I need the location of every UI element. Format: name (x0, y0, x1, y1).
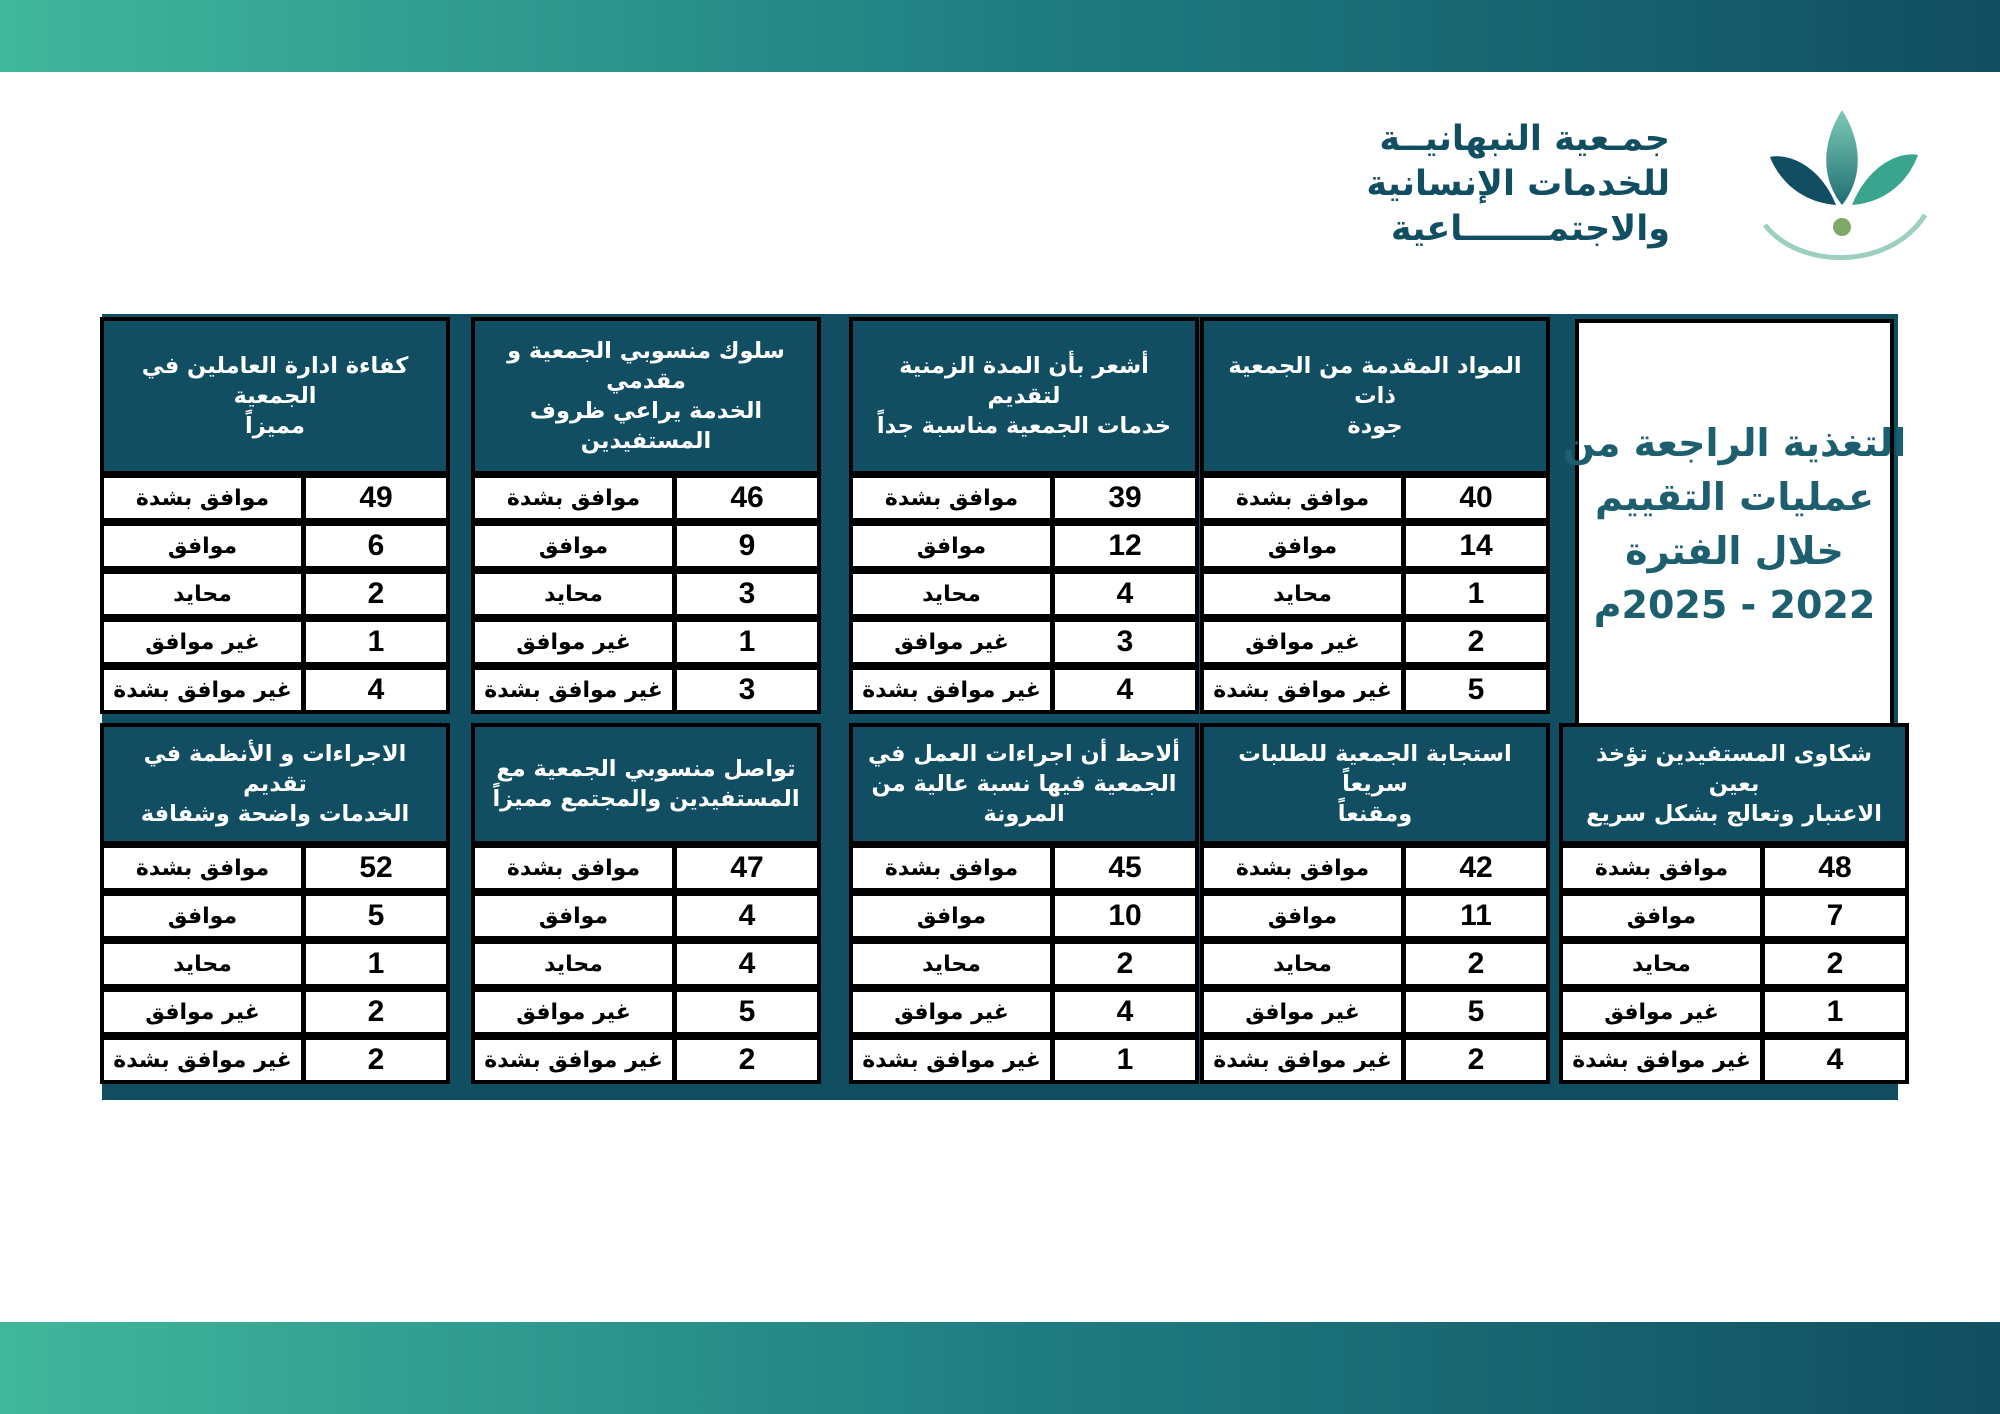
response-row-strongly-disagree (849, 666, 1199, 714)
response-label: غير موافق بشدة (104, 670, 301, 710)
response-label: غير موافق (104, 622, 301, 662)
response-row-neutral (1200, 570, 1550, 618)
response-count: 46 (677, 478, 817, 518)
response-row-agree (1200, 522, 1550, 570)
response-row-disagree (1559, 988, 1909, 1036)
response-count: 1 (1765, 992, 1905, 1032)
question-line: مميزاً (245, 413, 305, 439)
response-label: غير موافق (1204, 992, 1401, 1032)
response-label: غير موافق (853, 622, 1050, 662)
response-label: موافق (475, 896, 672, 936)
question-line: المواد المقدمة من الجمعية ذات (1228, 353, 1522, 409)
response-label: غير موافق بشدة (853, 1040, 1050, 1080)
response-label: موافق (1204, 526, 1401, 566)
response-count: 49 (306, 478, 446, 518)
response-row-neutral (471, 570, 821, 618)
question-header (1559, 723, 1909, 845)
question-text (112, 739, 438, 829)
top-color-band (0, 0, 2000, 72)
response-label: غير موافق (475, 992, 672, 1032)
question-line: ألاحظ أن اجراءات العمل في (868, 741, 1181, 767)
response-label: موافق (1204, 896, 1401, 936)
response-label: موافق (104, 526, 301, 566)
response-count: 1 (677, 622, 817, 662)
response-count: 4 (1055, 574, 1195, 614)
response-count: 1 (1406, 574, 1546, 614)
report-title-line: خلال الفترة (1625, 528, 1844, 573)
question-line: سلوك منسوبي الجمعية و مقدمي (507, 338, 785, 394)
report-title-line: التغذية الراجعة من (1562, 420, 1907, 465)
survey-block-materials-quality (1200, 317, 1550, 732)
org-name-line: جمـعية النبهانيــة (1379, 119, 1670, 159)
response-row-agree (100, 522, 450, 570)
question-line: استجابة الجمعية للطلبات سريعاً (1238, 741, 1512, 797)
response-count: 6 (306, 526, 446, 566)
response-label: موافق (853, 896, 1050, 936)
question-line: الخدمات واضحة وشفافة (140, 801, 410, 827)
response-count: 2 (306, 1040, 446, 1080)
response-row-neutral (1559, 940, 1909, 988)
response-row-strongly-disagree (1200, 666, 1550, 714)
response-row-disagree (1200, 988, 1550, 1036)
survey-block-communication (471, 723, 821, 1100)
response-row-strongly-disagree (1559, 1036, 1909, 1084)
response-label: غير موافق (1563, 992, 1760, 1032)
response-row-strongly-disagree (100, 1036, 450, 1084)
response-label: غير موافق بشدة (475, 1040, 672, 1080)
question-header (849, 317, 1199, 475)
response-label: محايد (104, 574, 301, 614)
response-row-neutral (849, 940, 1199, 988)
response-count: 5 (1406, 670, 1546, 710)
question-header (849, 723, 1199, 845)
survey-block-complaints (1559, 723, 1909, 1100)
question-line: الاجراءات و الأنظمة في تقديم (143, 741, 407, 797)
response-count: 12 (1055, 526, 1195, 566)
survey-block-flexibility (849, 723, 1199, 1100)
response-count: 48 (1765, 848, 1905, 888)
response-label: غير موافق بشدة (475, 670, 672, 710)
response-label: موافق بشدة (475, 848, 672, 888)
response-row-disagree (849, 988, 1199, 1036)
response-count: 11 (1406, 896, 1546, 936)
response-row-agree (471, 522, 821, 570)
response-count: 14 (1406, 526, 1546, 566)
question-text (861, 351, 1187, 441)
response-row-neutral (100, 570, 450, 618)
question-line: الخدمة يراعي ظروف (529, 398, 763, 424)
question-text (868, 739, 1180, 829)
response-count: 7 (1765, 896, 1905, 936)
response-label: غير موافق بشدة (853, 670, 1050, 710)
org-name-line: والاجتمـــــــاعية (1390, 209, 1670, 249)
survey-block-staff-management (100, 317, 450, 732)
response-label: موافق بشدة (1204, 848, 1401, 888)
response-row-neutral (1200, 940, 1550, 988)
question-header (471, 317, 821, 475)
org-name (1366, 117, 1670, 252)
question-text (112, 351, 438, 441)
response-label: محايد (475, 574, 672, 614)
response-row-strongly-agree (100, 474, 450, 522)
response-label: غير موافق بشدة (1563, 1040, 1760, 1080)
question-line: ومقنعاً (1337, 801, 1413, 827)
question-line: المستفيدين والمجتمع مميزاً (492, 786, 800, 812)
response-row-agree (849, 892, 1199, 940)
report-title (1562, 319, 1907, 728)
response-label: غير موافق (1204, 622, 1401, 662)
survey-block-procedures (100, 723, 450, 1100)
response-label: موافق بشدة (853, 848, 1050, 888)
response-row-strongly-agree (471, 844, 821, 892)
response-row-agree (849, 522, 1199, 570)
question-header (100, 317, 450, 475)
response-count: 52 (306, 848, 446, 888)
response-label: موافق بشدة (475, 478, 672, 518)
question-header (1200, 317, 1550, 475)
question-line: المستفيدين (580, 428, 712, 454)
response-count: 4 (1765, 1040, 1905, 1080)
response-row-strongly-agree (849, 474, 1199, 522)
response-row-neutral (471, 940, 821, 988)
response-row-agree (100, 892, 450, 940)
response-count: 47 (677, 848, 817, 888)
response-count: 2 (1406, 622, 1546, 662)
survey-block-response (1200, 723, 1550, 1100)
org-logo (1366, 105, 1930, 265)
response-row-neutral (849, 570, 1199, 618)
response-count: 40 (1406, 478, 1546, 518)
response-label: موافق بشدة (104, 848, 301, 888)
question-line: جودة (1347, 413, 1403, 439)
response-row-strongly-disagree (1200, 1036, 1550, 1084)
survey-block-service-time (849, 317, 1199, 732)
response-label: موافق بشدة (104, 478, 301, 518)
question-text (483, 336, 809, 456)
response-label: محايد (1563, 944, 1760, 984)
response-row-disagree (471, 988, 821, 1036)
response-row-disagree (471, 618, 821, 666)
question-header (471, 723, 821, 845)
response-row-agree (1200, 892, 1550, 940)
question-header (100, 723, 450, 845)
response-count: 4 (677, 944, 817, 984)
response-count: 1 (1055, 1040, 1195, 1080)
response-label: موافق بشدة (1204, 478, 1401, 518)
response-row-strongly-agree (1559, 844, 1909, 892)
response-label: موافق (853, 526, 1050, 566)
response-count: 2 (1055, 944, 1195, 984)
response-count: 9 (677, 526, 817, 566)
response-count: 3 (677, 670, 817, 710)
response-row-disagree (100, 618, 450, 666)
response-count: 3 (1055, 622, 1195, 662)
response-label: موافق (104, 896, 301, 936)
response-count: 3 (677, 574, 817, 614)
response-label: موافق (475, 526, 672, 566)
response-row-strongly-agree (471, 474, 821, 522)
question-line: شكاوى المستفيدين تؤخذ بعين (1595, 741, 1873, 797)
response-row-agree (471, 892, 821, 940)
response-label: غير موافق (104, 992, 301, 1032)
response-count: 42 (1406, 848, 1546, 888)
response-count: 2 (1765, 944, 1905, 984)
response-row-disagree (849, 618, 1199, 666)
question-line: المرونة (983, 801, 1065, 827)
response-row-disagree (100, 988, 450, 1036)
response-label: غير موافق بشدة (104, 1040, 301, 1080)
survey-table (102, 314, 1907, 1100)
response-count: 4 (306, 670, 446, 710)
response-count: 5 (1406, 992, 1546, 1032)
question-text (492, 754, 799, 814)
response-label: موافق (1563, 896, 1760, 936)
response-row-strongly-agree (100, 844, 450, 892)
response-count: 39 (1055, 478, 1195, 518)
response-row-strongly-disagree (471, 1036, 821, 1084)
response-label: موافق بشدة (853, 478, 1050, 518)
question-line: كفاءة ادارة العاملين في الجمعية (141, 353, 409, 409)
report-title-period: 2022 - 2025م (1593, 582, 1876, 627)
response-count: 10 (1055, 896, 1195, 936)
response-count: 5 (677, 992, 817, 1032)
response-count: 2 (1406, 1040, 1546, 1080)
response-row-strongly-agree (849, 844, 1199, 892)
response-row-strongly-agree (1200, 474, 1550, 522)
response-label: موافق بشدة (1563, 848, 1760, 888)
response-count: 45 (1055, 848, 1195, 888)
response-count: 1 (306, 944, 446, 984)
question-text (1571, 739, 1897, 829)
response-count: 1 (306, 622, 446, 662)
response-count: 5 (306, 896, 446, 936)
question-header (1200, 723, 1550, 845)
question-text (1212, 739, 1538, 829)
bottom-color-band (0, 1322, 2000, 1414)
response-row-agree (1559, 892, 1909, 940)
question-line: تواصل منسوبي الجمعية مع (496, 756, 796, 782)
response-label: غير موافق (853, 992, 1050, 1032)
response-count: 2 (306, 574, 446, 614)
response-count: 4 (1055, 670, 1195, 710)
question-line: خدمات الجمعية مناسبة جداً (876, 413, 1172, 439)
response-count: 4 (1055, 992, 1195, 1032)
response-label: محايد (853, 574, 1050, 614)
response-label: غير موافق (475, 622, 672, 662)
response-row-neutral (100, 940, 450, 988)
question-line: أشعر بأن المدة الزمنية لتقديم (899, 353, 1149, 409)
response-label: محايد (1204, 944, 1401, 984)
response-count: 4 (677, 896, 817, 936)
question-text (1212, 351, 1538, 441)
response-label: غير موافق بشدة (1204, 1040, 1401, 1080)
survey-block-staff-behavior (471, 317, 821, 732)
response-label: محايد (475, 944, 672, 984)
response-row-strongly-agree (1200, 844, 1550, 892)
question-line: الاعتبار وتعالج بشكل سريع (1586, 801, 1882, 827)
response-label: محايد (853, 944, 1050, 984)
response-count: 2 (677, 1040, 817, 1080)
response-count: 2 (1406, 944, 1546, 984)
leaf-logo-icon (1760, 105, 1930, 265)
response-row-disagree (1200, 618, 1550, 666)
response-label: غير موافق بشدة (1204, 670, 1401, 710)
response-row-strongly-disagree (849, 1036, 1199, 1084)
response-count: 2 (306, 992, 446, 1032)
response-label: محايد (1204, 574, 1401, 614)
response-label: محايد (104, 944, 301, 984)
org-name-line: للخدمات الإنسانية (1366, 164, 1670, 204)
report-title-line: عمليات التقييم (1594, 474, 1875, 519)
question-line: الجمعية فيها نسبة عالية من (871, 771, 1177, 797)
response-row-strongly-disagree (100, 666, 450, 714)
response-row-strongly-disagree (471, 666, 821, 714)
